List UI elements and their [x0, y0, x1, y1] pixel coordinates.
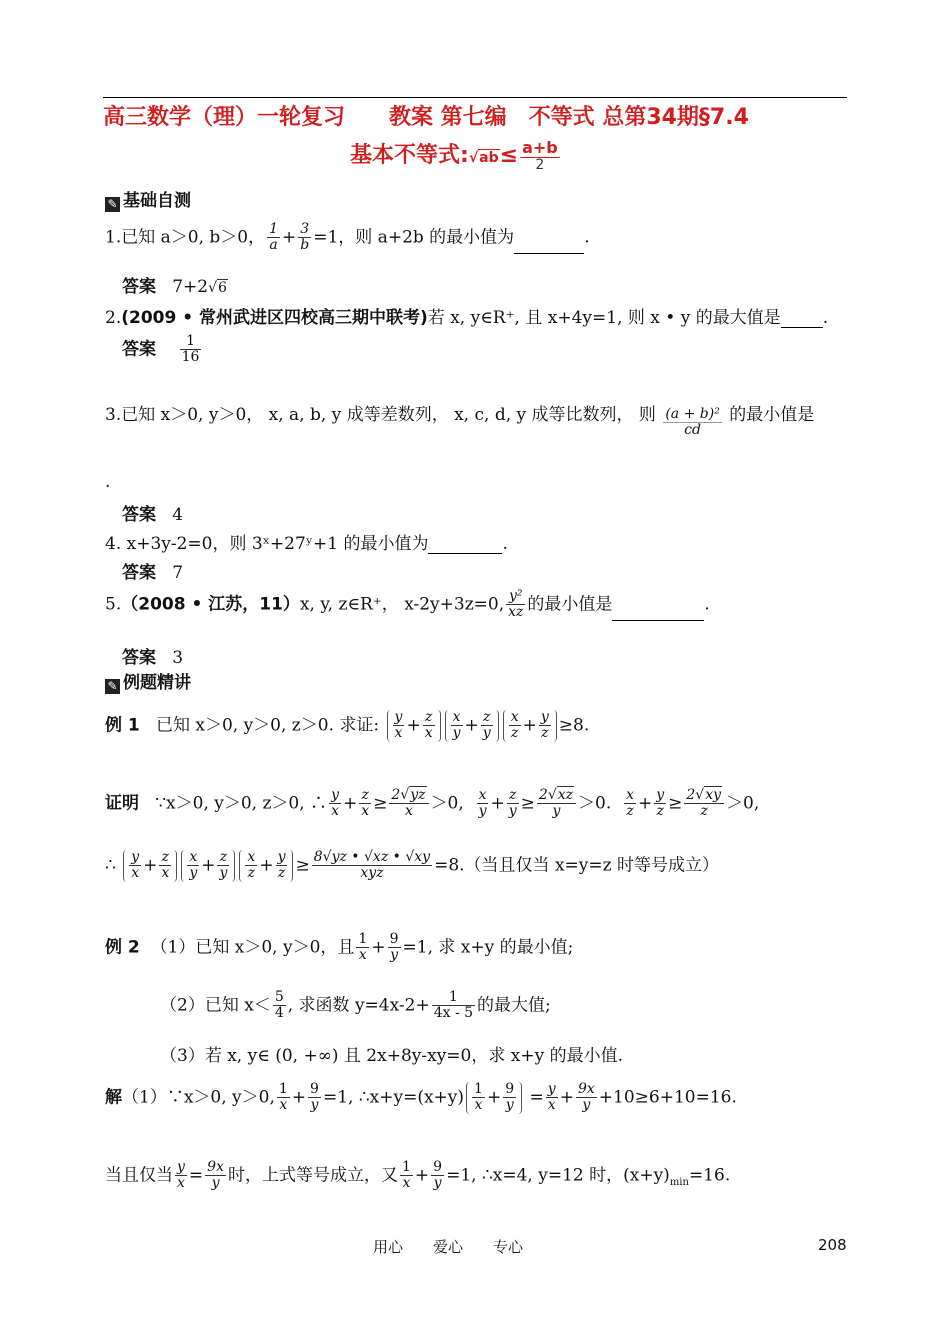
sol-label: 解 — [105, 1087, 122, 1108]
ex1-ineq: ≥8. — [558, 715, 590, 736]
p3-d: cd — [684, 422, 701, 438]
example-2-q3: （3）若 x, y∈ (0, +∞) 且 2x+8y-xy=0，求 x+y 的最小值. — [160, 1046, 624, 1066]
p1-end: . — [584, 227, 590, 248]
proof-ge-4: ≥ — [295, 855, 310, 876]
problem-4 — [105, 529, 508, 554]
a1-sqrt: 6 — [218, 280, 227, 296]
p1-plus: + — [282, 227, 297, 248]
answer-5 — [122, 643, 183, 668]
proof-ge-3: ≥ — [668, 793, 683, 814]
p1-n2: 3 — [298, 222, 311, 238]
therefore: ∴ — [105, 855, 116, 876]
proof-gt-2: ＞0. — [578, 793, 612, 814]
big-num: 8√yz • √xz • √xy — [313, 849, 431, 865]
p4-text: 4. x+3y-2=0，则 3ˣ+27ʸ+1 的最小值为 — [105, 534, 429, 554]
solution-line-2: 当且仅当 $\frac{y}{x}$ = $\frac{9x}{y}$ 时，上式等号成立，又 $\frac{1}{x}$ + $\frac{9}{y}$ =1, ∴x=4, y=12 时，$(x+y)_{min}=16$. — [105, 1159, 731, 1192]
p3-n: (a + b)² — [665, 405, 720, 422]
answer-1: 答案 7+2√6 — [122, 277, 227, 297]
sol1b: =1, ∴x+y=(x+y) — [322, 1087, 465, 1108]
p4-end: . — [502, 534, 508, 554]
p5-d: xz — [508, 604, 524, 621]
problem-5 — [105, 589, 710, 621]
ex2-q1a: （1）已知 x＞0, y＞0，且 — [150, 937, 355, 958]
p2-source: (2009 • 常州武进区四校高三期中联考) — [121, 308, 428, 328]
problem-1 — [105, 222, 590, 254]
subtitle-text: 基本不等式: — [350, 143, 469, 168]
a2-label: 答案 — [122, 339, 156, 360]
big-den: xyz — [360, 865, 384, 882]
example-2-q2: （2）已知 x＜ $\frac{5}{4}$ , 求函数 y=4x-2+ $\frac{1}{4x - 5}$ 的最大值; — [160, 989, 551, 1022]
pencil-icon: ✎ — [105, 197, 120, 212]
p5-text: x, y, z∈R⁺， x-2y+3z=0, — [299, 594, 505, 615]
problem-3 — [105, 400, 814, 438]
p3-dot: . — [105, 472, 111, 492]
p2-blank — [781, 327, 823, 328]
p1-d2: b — [300, 237, 310, 254]
p5-end: . — [704, 594, 710, 615]
example-1: 例 1 已知 x＞0, y＞0, z＞0. 求证: $\frac{y}{x}$ + $\frac{z}{x}$ $\frac{x}{y}$ + $\frac{z}{y}$ $\frac{x}{z}$ + $\frac{y}{z}$ ≥8. — [105, 709, 590, 742]
a1-val: 7+2 — [172, 277, 209, 297]
subtitle-le: ≤ — [499, 143, 519, 168]
section-examples — [105, 668, 191, 694]
footer-motto: 用心 爱心 专心 — [373, 1238, 524, 1256]
header-rule — [103, 97, 847, 98]
p3-text: 3.已知 x＞0, y＞0， x, a, b, y 成等差数列， x, c, d, y 成等比数列， 则 — [105, 405, 656, 425]
a3-label: 答案 — [122, 505, 156, 525]
p1-after: =1，则 a+2b 的最小值为 — [313, 227, 515, 248]
p3-after: 的最小值是 — [729, 405, 815, 425]
proof-gt-1: ＞0, — [430, 793, 464, 814]
p4-blank — [428, 553, 502, 554]
p5-source: （2008 • 江苏，11） — [121, 594, 300, 615]
example-2-q1: 例 2 （1）已知 x＞0, y＞0，且 $\frac{1}{x}$ + $\frac{9}{y}$ =1, 求 x+y 的最小值; — [105, 931, 574, 964]
answer-3 — [122, 500, 183, 525]
p5-after: 的最小值是 — [527, 594, 613, 615]
line2sub: min — [669, 1176, 689, 1188]
ex2-q2a: （2）已知 x＜ — [160, 995, 271, 1016]
subtitle-sqrt: ab — [479, 150, 499, 166]
proof-line-1: 证明 ∵x＞0, y＞0, z＞0, ∴ $\frac{y}{x}$ + $\frac{z}{x}$ ≥ $\frac{2√yz}{x}$ ＞0, $\frac{x}{y}$ + $\frac{z}{y}$ ≥ $\frac{2√xz}{y}$ ＞0. $\frac{x}{z}$ + $\frac{y}{z}$ ≥ $\frac{2√xy}{z}$ ＞0, — [105, 787, 760, 820]
a3-val: 4 — [172, 505, 184, 525]
line2c: =1, ∴x=4, y=12 时，(x+y) — [446, 1165, 670, 1186]
ex2-q1b: =1, 求 x+y 的最小值; — [402, 937, 574, 958]
p2-text: 若 x, y∈R⁺, 且 x+4y=1, 则 x • y 的最大值是 — [427, 308, 781, 328]
a2-d: 16 — [181, 349, 200, 366]
p1-d1: a — [269, 237, 278, 254]
p5-blank — [612, 620, 704, 621]
solution-line-1: 解（1）∵x＞0, y＞0, $\frac{1}{x}$ + $\frac{9}{y}$ =1, ∴x+y=(x+y) $\frac{1}{x}$ + $\frac{9}{y}$ = $\frac{y}{x}$ + $\frac{9x}{y}$ +10≥6+10=16. — [105, 1081, 737, 1114]
ex2-q2-num: 1 — [432, 990, 475, 1006]
answer-4 — [122, 558, 183, 583]
sol1d: +10≥6+10=16. — [598, 1087, 737, 1108]
a1-label: 答案 — [122, 277, 156, 297]
proof-label: 证明 — [105, 793, 139, 814]
p5-prefix: 5. — [105, 594, 122, 615]
page-title: 高三数学（理）一轮复习 教案 第七编 不等式 总第34期§7.4 — [103, 105, 749, 130]
a4-val: 7 — [172, 563, 184, 583]
page-subtitle: 基本不等式:√ab≤ $\frac{a+b}{2}$ — [350, 138, 558, 173]
proof-ge-1: ≥ — [373, 793, 388, 814]
ex2-q2b: , 求函数 y=4x-2+ — [287, 995, 430, 1016]
line2d: =16. — [688, 1165, 731, 1186]
a2-n: 1 — [180, 334, 202, 350]
p2-prefix: 2. — [105, 308, 122, 328]
p1-n1: 1 — [269, 221, 279, 237]
proof-1: ∵x＞0, y＞0, z＞0, ∴ — [155, 793, 328, 814]
proof-end: =8.（当且仅当 x=y=z 时等号成立） — [434, 855, 720, 876]
a5-val: 3 — [172, 648, 184, 668]
p2-end: . — [822, 308, 829, 328]
a4-label: 答案 — [122, 563, 156, 583]
ex2-label: 例 2 — [105, 937, 140, 958]
ex1-label: 例 1 — [105, 715, 140, 736]
line2a: 当且仅当 — [105, 1165, 173, 1186]
proof-gt-3: ＞0, — [726, 793, 760, 814]
p1-prefix: 1.已知 a＞0, b＞0， — [105, 227, 266, 248]
subtitle-den: 2 — [535, 156, 545, 173]
a5-label: 答案 — [122, 648, 156, 668]
section-basics-label: 基础自测 — [123, 191, 191, 211]
sol1a: （1）∵x＞0, y＞0, — [122, 1087, 275, 1108]
sol1c: = — [529, 1087, 544, 1108]
p5-n: y² — [506, 589, 525, 605]
ex2-q2c: 的最大值; — [477, 995, 551, 1016]
ex2-q2-den: 4x - 5 — [433, 1005, 474, 1022]
proof-ge-2: ≥ — [520, 793, 535, 814]
ex1-text: 已知 x＞0, y＞0, z＞0. 求证: — [155, 715, 380, 736]
p1-blank — [514, 253, 584, 254]
line2b: 时，上式等号成立，又 — [227, 1165, 398, 1186]
pencil-icon: ✎ — [105, 679, 120, 694]
answer-2 — [122, 334, 203, 366]
problem-2 — [105, 303, 828, 328]
proof-line-2: ∴ $\frac{y}{x}$ + $\frac{z}{x}$ $\frac{x}{y}$ + $\frac{z}{y}$ $\frac{x}{z}$ + $\frac{y}{z}$ ≥ $\frac{8√yz • √xz • √xy}{\text{xyz}}$ =8.（当且仅当 x=y=z 时等号成立） — [105, 849, 720, 882]
section-basics — [105, 186, 191, 212]
subtitle-num: a+b — [522, 138, 558, 157]
section-examples-label: 例题精讲 — [123, 673, 191, 693]
page-number: 208 — [818, 1236, 847, 1254]
